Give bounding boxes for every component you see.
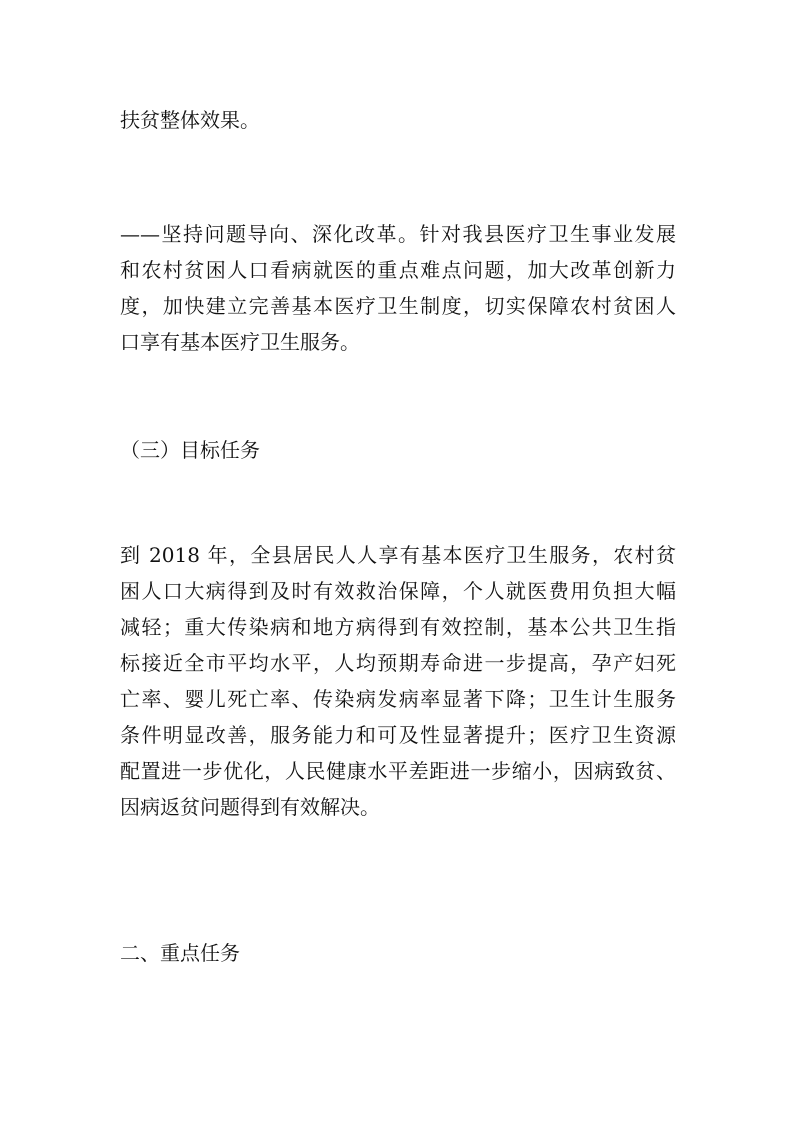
section-heading-targets: （三）目标任务: [120, 438, 260, 462]
text-line: 条件明显改善，服务能力和可及性显著提升；医疗卫生资源: [120, 723, 676, 747]
text-line: 和农村贫困人口看病就医的重点难点问题，加大改革创新力: [120, 258, 676, 282]
text-line: 度，加快建立完善基本医疗卫生制度，切实保障农村贫困人: [120, 294, 676, 318]
text-line: 亡率、婴儿死亡率、传染病发病率显著下降；卫生计生服务: [120, 687, 676, 711]
section-heading-key-tasks: 二、重点任务: [120, 941, 240, 965]
paragraph-targets: [120, 537, 676, 825]
text-line: 扶贫整体效果。: [120, 108, 260, 132]
text-line: 减轻；重大传染病和地方病得到有效控制，基本公共卫生指: [120, 615, 676, 639]
text-line: 口享有基本医疗卫生服务。: [120, 330, 360, 354]
paragraph-continuation: [120, 102, 676, 138]
paragraph-problem-oriented: [120, 216, 676, 360]
text-line: 因病返贫问题得到有效解决。: [120, 795, 380, 819]
text-line: 到 2018 年，全县居民人人享有基本医疗卫生服务，农村贫: [120, 543, 676, 567]
text-line: ——坚持问题导向、深化改革。针对我县医疗卫生事业发展: [120, 222, 676, 246]
text-line: 困人口大病得到及时有效救治保障，个人就医费用负担大幅: [120, 579, 676, 603]
text-line: 配置进一步优化，人民健康水平差距进一步缩小，因病致贫、: [120, 759, 676, 783]
text-line: 标接近全市平均水平，人均预期寿命进一步提高，孕产妇死: [120, 651, 676, 675]
